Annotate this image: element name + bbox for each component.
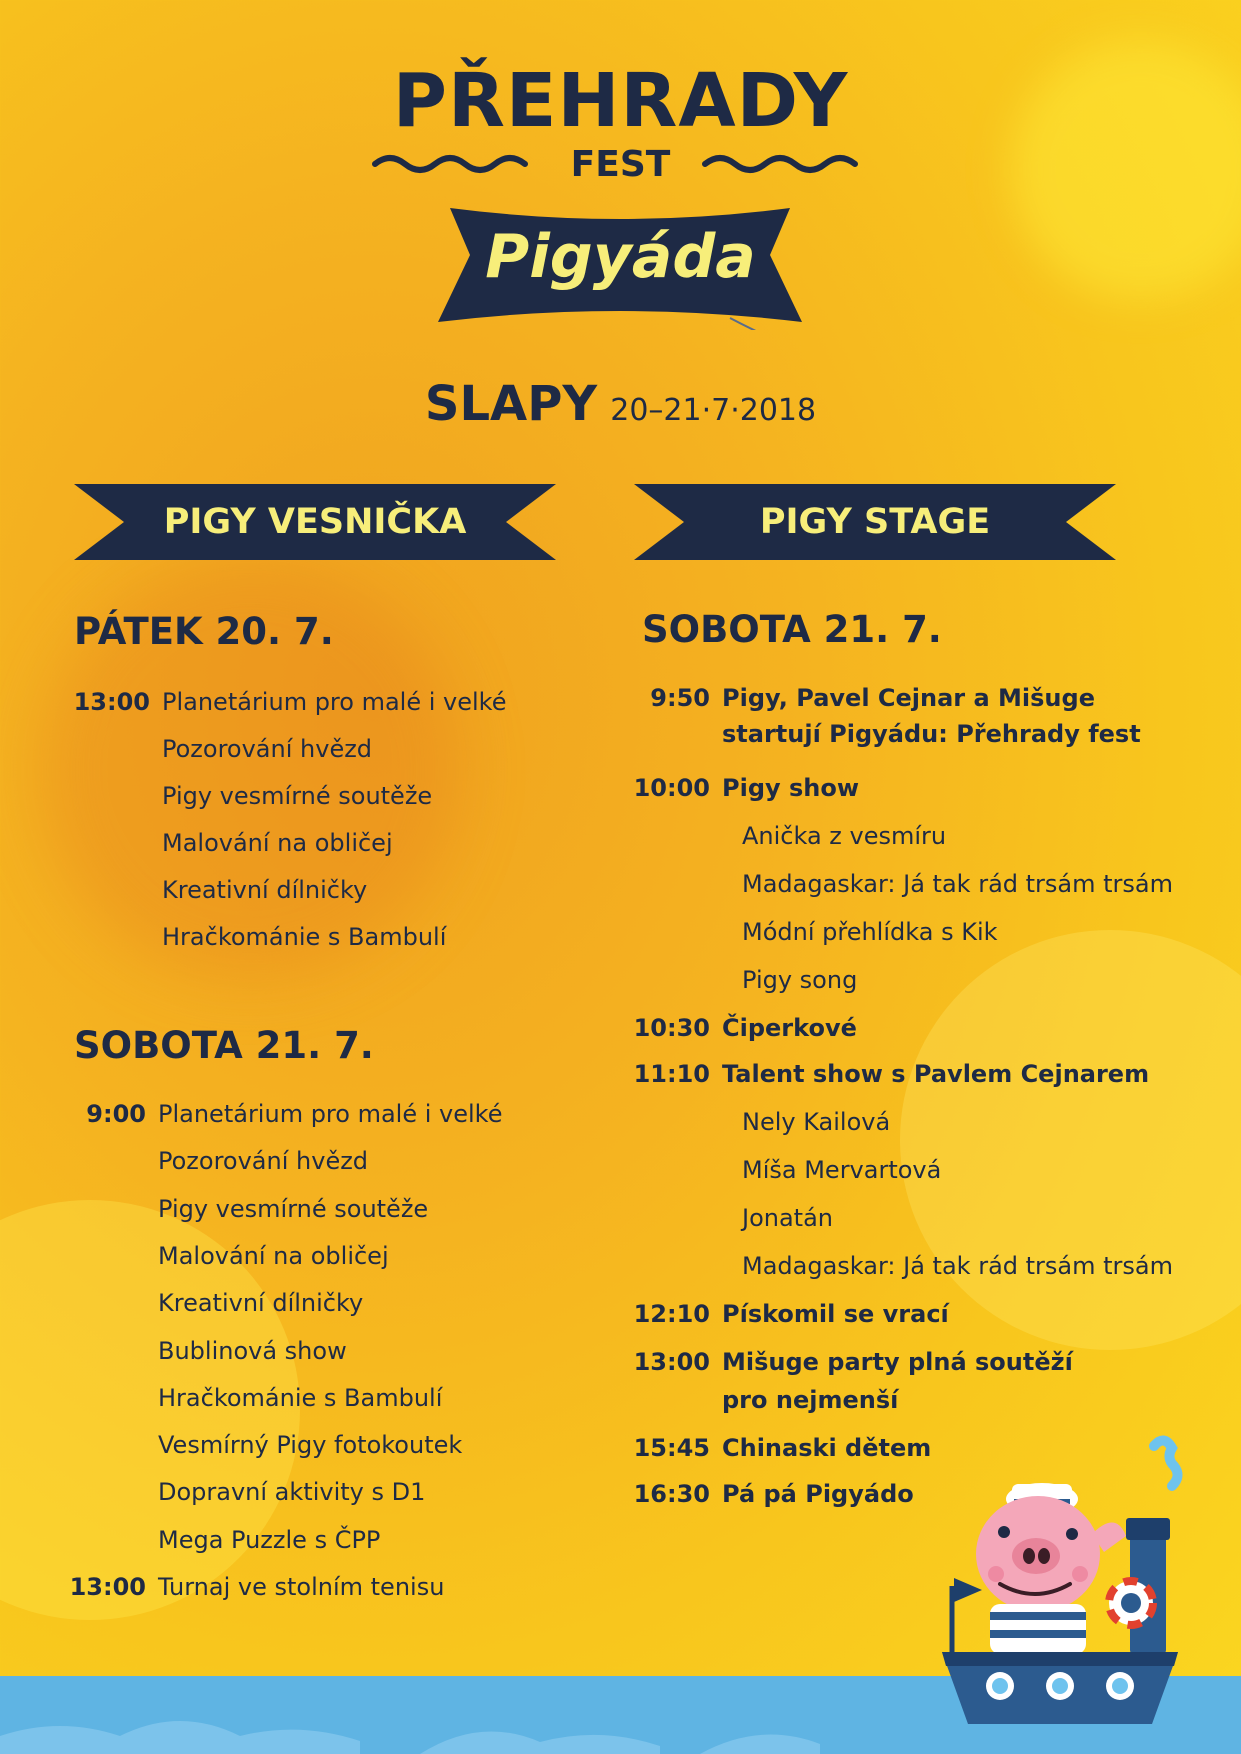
banner-title: Pigyáda — [485, 222, 756, 292]
schedule-time: 13:00 — [73, 688, 150, 716]
schedule-time: 13:00 — [633, 1348, 710, 1376]
schedule-item: Pigy, Pavel Cejnar a Mišuge — [722, 684, 1095, 712]
schedule-item: Mega Puzzle s ČPP — [158, 1525, 381, 1554]
header — [0, 0, 1241, 460]
schedule-item: Módní přehlídka s Kik — [742, 918, 998, 946]
festival-subtitle: FEST — [570, 144, 671, 185]
schedule-item: Talent show s Pavlem Cejnarem — [722, 1060, 1150, 1088]
location-date — [0, 376, 1241, 432]
schedule-time: 16:30 — [633, 1480, 710, 1508]
schedule-item: Chinaski dětem — [722, 1434, 932, 1462]
schedule-item: Kreativní dílničky — [158, 1289, 364, 1318]
schedule-item: Kreativní dílničky — [162, 876, 368, 904]
schedule-item: startují Pigyádu: Přehrady fest — [722, 720, 1141, 748]
schedule-item: Pozorování hvězd — [162, 735, 373, 763]
schedule-item: Malování na obličej — [158, 1241, 389, 1270]
section-heading: PIGY STAGE — [759, 502, 991, 542]
schedule-item: pro nejmenší — [722, 1386, 899, 1414]
schedule-item: Čiperkové — [722, 1014, 857, 1042]
schedule-item: Nely Kailová — [742, 1108, 891, 1136]
location: SLAPY — [424, 376, 598, 432]
schedule-item: Pískomil se vrací — [722, 1300, 949, 1328]
schedule-item: Pigy vesmírné soutěže — [162, 782, 433, 810]
section-heading: PIGY VESNIČKA — [163, 502, 467, 542]
schedule-time: 10:30 — [633, 1014, 710, 1042]
schedule-item: Pigy vesmírné soutěže — [158, 1194, 429, 1223]
day-title: PÁTEK 20. 7. — [74, 610, 334, 653]
schedule-item: Malování na obličej — [162, 829, 393, 857]
schedule-item: Hračkománie s Bambulí — [158, 1383, 443, 1412]
schedule-item: Bublinová show — [158, 1336, 347, 1365]
schedule-item: Anička z vesmíru — [742, 822, 947, 850]
schedule-time: 9:00 — [86, 1100, 146, 1128]
schedule-time: 15:45 — [633, 1434, 710, 1462]
pig-sailor-boat-illustration — [930, 1424, 1190, 1754]
bg-blob — [900, 930, 1241, 1350]
schedule-item: Turnaj ve stolním tenisu — [158, 1573, 445, 1601]
day-title: SOBOTA 21. 7. — [74, 1024, 374, 1067]
schedule-item: Madagaskar: Já tak rád trsám trsám — [742, 870, 1174, 898]
ribbon-left — [74, 484, 556, 560]
schedule-item: Pá pá Pigyádo — [722, 1480, 914, 1508]
schedule-item: Dopravní aktivity s D1 — [158, 1478, 426, 1507]
schedule-item: Míša Mervartová — [742, 1156, 942, 1184]
schedule-item: Vesmírný Pigy fotokoutek — [158, 1431, 463, 1460]
schedule-item: Planetárium pro malé i velké — [162, 688, 507, 716]
schedule-time: 11:10 — [633, 1060, 710, 1088]
festival-title: PŘEHRADY — [392, 58, 849, 144]
schedule-item: Hračkománie s Bambulí — [162, 923, 447, 951]
schedule-item: Mišuge party plná soutěží — [722, 1348, 1073, 1376]
schedule-time: 9:50 — [650, 684, 710, 712]
schedule-time: 13:00 — [69, 1573, 146, 1601]
schedule-item: Pigy show — [722, 774, 860, 802]
schedule-item: Pozorování hvězd — [158, 1147, 369, 1176]
schedule-item: Jonatán — [742, 1204, 834, 1232]
schedule-time: 12:10 — [633, 1300, 710, 1328]
ribbon-right — [634, 484, 1116, 560]
schedule-time: 10:00 — [633, 774, 710, 802]
event-date: 20–21·7·2018 — [610, 393, 817, 428]
schedule-item: Planetárium pro malé i velké — [158, 1100, 503, 1128]
day-title: SOBOTA 21. 7. — [642, 608, 942, 651]
schedule-item: Pigy song — [742, 966, 858, 994]
schedule-item: Madagaskar: Já tak rád trsám trsám — [742, 1252, 1174, 1280]
